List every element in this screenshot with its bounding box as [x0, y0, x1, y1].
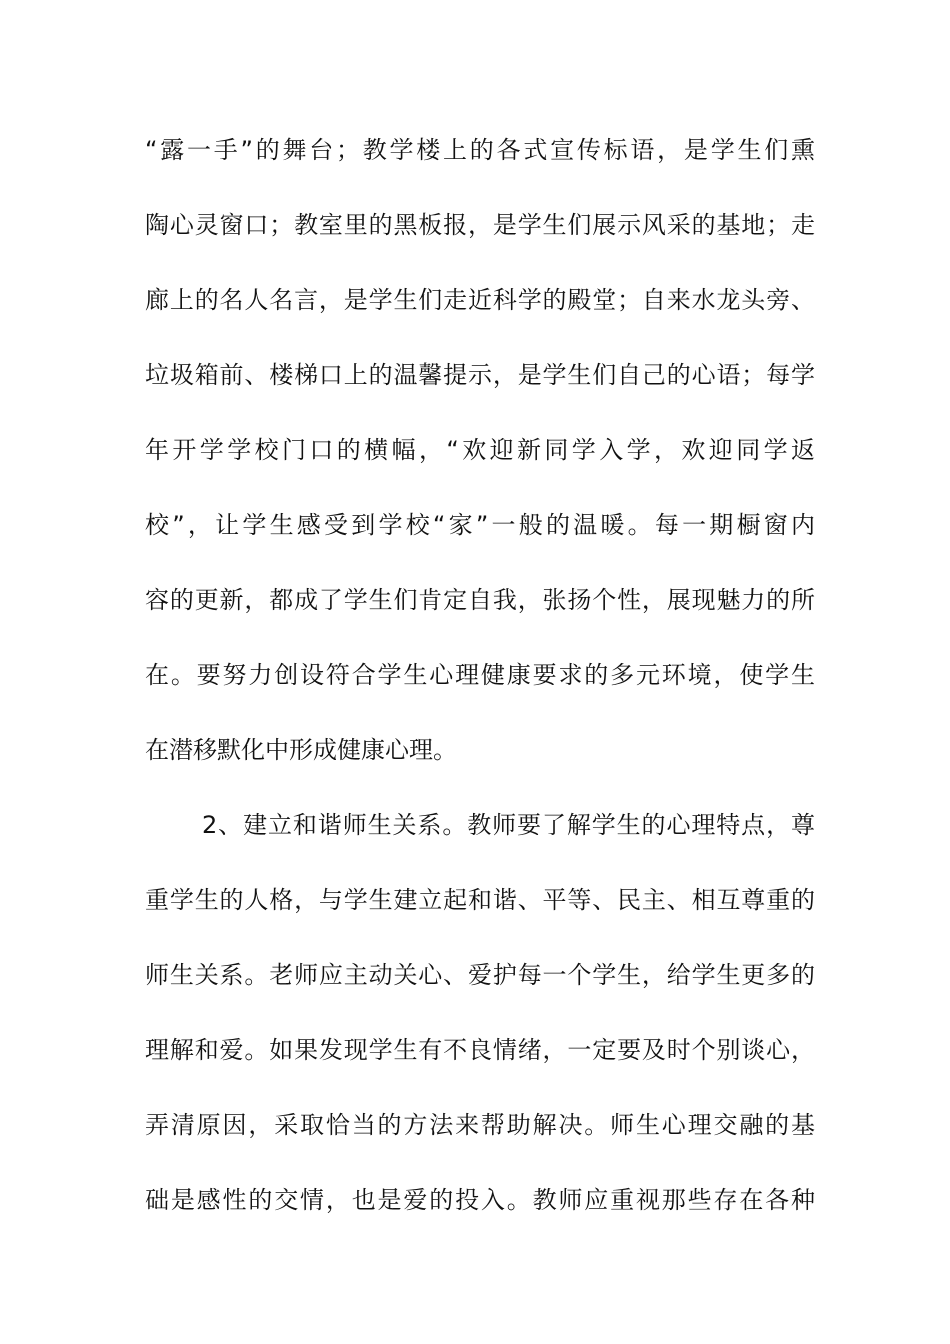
- paragraph-end-line: 在潜移默化中形成健康心理。: [145, 736, 457, 764]
- paragraph-start-line: 2、建立和谐师生关系。教师要了解学生的心理特点，尊: [202, 811, 815, 839]
- text-line: 理解和爱。如果发现学生有不良情绪，一定要及时个别谈心，: [145, 1036, 815, 1064]
- text-line: 重学生的人格，与学生建立起和谐、平等、民主、相互尊重的: [145, 886, 815, 914]
- text-line: 校”，让学生感受到学校“家”一般的温暖。每一期橱窗内: [145, 511, 815, 539]
- text-line: 年开学学校门口的横幅，“欢迎新同学入学，欢迎同学返: [145, 436, 815, 464]
- text-line: 在。要努力创设符合学生心理健康要求的多元环境，使学生: [145, 661, 815, 689]
- text-line: 陶心灵窗口；教室里的黑板报，是学生们展示风采的基地；走: [145, 211, 815, 239]
- text-line: 廊上的名人名言，是学生们走近科学的殿堂；自来水龙头旁、: [145, 286, 815, 314]
- text-line: 弄清原因，采取恰当的方法来帮助解决。师生心理交融的基: [145, 1111, 815, 1139]
- text-line: 础是感性的交情，也是爱的投入。教师应重视那些存在各种: [145, 1186, 815, 1214]
- text-line: 师生关系。老师应主动关心、爱护每一个学生，给学生更多的: [145, 961, 815, 989]
- body-text: [145, 127, 815, 1252]
- text-line: “露一手”的舞台；教学楼上的各式宣传标语，是学生们熏: [145, 136, 815, 164]
- text-line: 垃圾箱前、楼梯口上的温馨提示，是学生们自己的心语；每学: [145, 361, 815, 389]
- text-line: 容的更新，都成了学生们肯定自我，张扬个性，展现魅力的所: [145, 586, 815, 614]
